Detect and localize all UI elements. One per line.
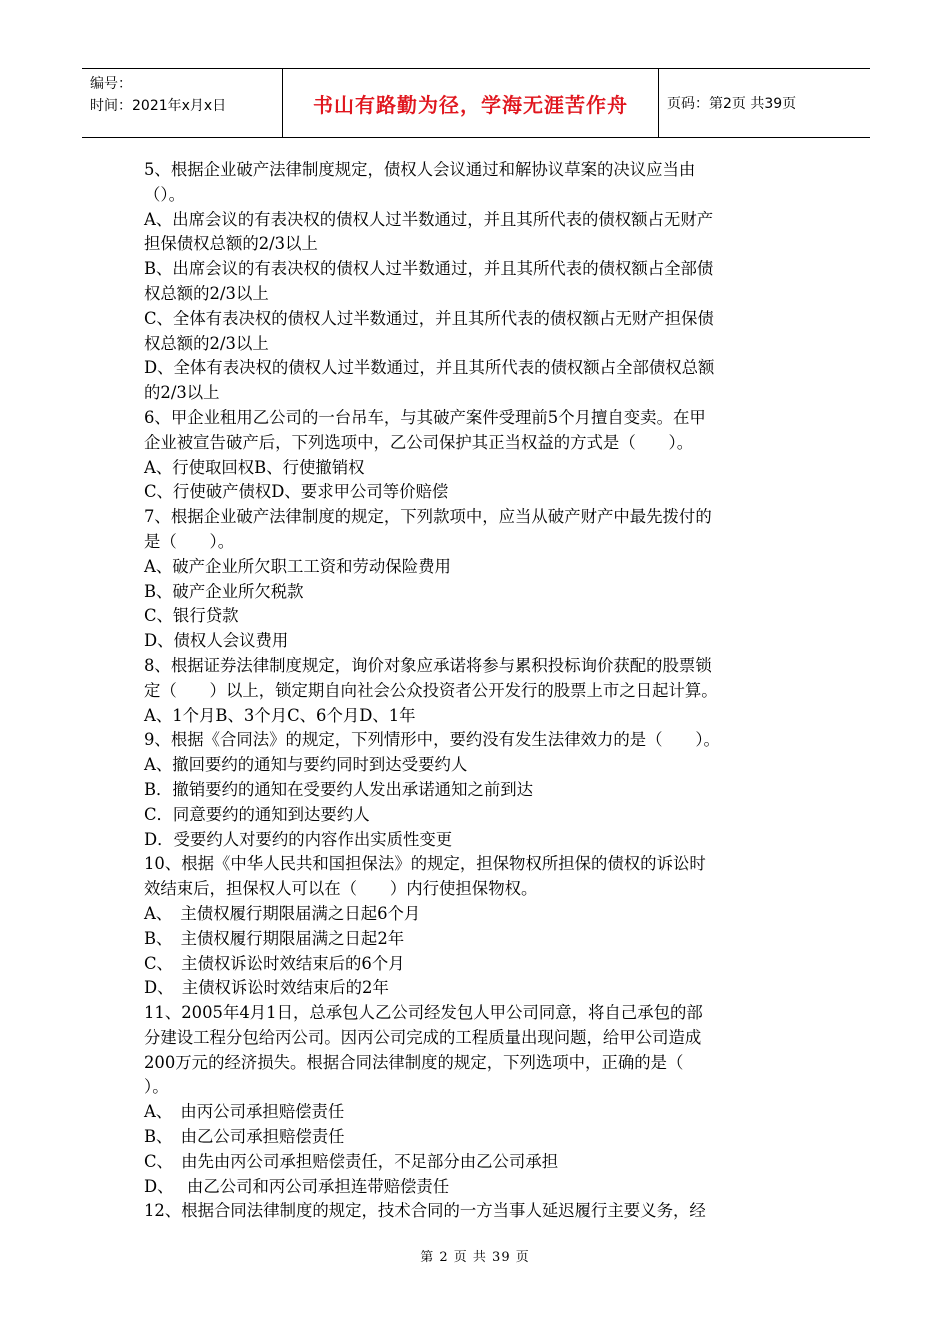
- page-footer: 第 2 页 共 39 页: [420, 1250, 530, 1265]
- text-line: D、 主债权诉讼时效结束后的2年: [144, 978, 389, 998]
- text-line: B、 主债权履行期限届满之日起2年: [144, 928, 405, 948]
- text-line: （）。: [144, 184, 185, 204]
- text-line: D．受要约人对要约的内容作出实质性变更: [144, 829, 453, 849]
- text-line: 是（ ）。: [144, 531, 235, 551]
- text-line: 分建设工程分包给丙公司。因丙公司完成的工程质量出现问题，给甲公司造成: [144, 1027, 702, 1047]
- text-line: D、 由乙公司和丙公司承担连带赔偿责任: [144, 1176, 450, 1196]
- text-line: 7、根据企业破产法律制度的规定，下列款项中，应当从破产财产中最先拨付的: [144, 507, 712, 527]
- text-line: A、1个月B、3个月C、6个月D、1年: [144, 705, 416, 725]
- text-line: 的2/3以上: [144, 383, 220, 403]
- text-line: D、全体有表决权的债权人过半数通过，并且其所代表的债权额占全部债权总额: [144, 358, 715, 378]
- text-line: A、 主债权履行期限届满之日起6个月: [144, 903, 421, 923]
- text-line: C、银行贷款: [144, 606, 239, 626]
- text-line: A、撤回要约的通知与要约同时到达受要约人: [144, 755, 468, 775]
- text-line: B、破产企业所欠税款: [144, 581, 304, 601]
- text-line: ）。: [144, 1077, 169, 1097]
- text-line: B．撤销要约的通知在受要约人发出承诺通知之前到达: [144, 779, 534, 799]
- text-line: A、出席会议的有表决权的债权人过半数通过，并且其所代表的债权额占无财产: [144, 209, 714, 229]
- text-line: C、行使破产债权D、要求甲公司等价赔偿: [144, 482, 449, 502]
- header-page-label: 页码：第2页 共39页: [667, 96, 797, 112]
- text-line: 担保债权总额的2/3以上: [144, 234, 318, 254]
- text-line: A、破产企业所欠职工工资和劳动保险费用: [144, 556, 451, 576]
- text-line: C、全体有表决权的债权人过半数通过，并且其所代表的债权额占无财产担保债: [144, 308, 714, 328]
- text-line: 企业被宣告破产后，下列选项中，乙公司保护其正当权益的方式是（ ）。: [144, 432, 694, 452]
- text-line: A、行使取回权B、行使撤销权: [144, 457, 365, 477]
- text-line: 权总额的2/3以上: [144, 283, 269, 303]
- text-line: C、 主债权诉讼时效结束后的6个月: [144, 953, 405, 973]
- header-meta: [82, 69, 282, 137]
- text-line: B、出席会议的有表决权的债权人过半数通过，并且其所代表的债权额占全部债: [144, 259, 714, 279]
- text-line: C、 由先由丙公司承担赔偿责任，不足部分由乙公司承担: [144, 1151, 559, 1171]
- text-line: B、 由乙公司承担赔偿责任: [144, 1127, 345, 1147]
- text-line: 6、甲企业租用乙公司的一台吊车，与其破产案件受理前5个月擅自变卖。在甲: [144, 407, 706, 427]
- text-line: 11、2005年4月1日，总承包人乙公司经发包人甲公司同意，将自己承包的部: [144, 1003, 703, 1023]
- document-body: [144, 158, 814, 1224]
- text-line: 定（ ）以上，锁定期自向社会公众投资者公开发行的股票上市之日起计算。: [144, 680, 718, 700]
- text-line: D、债权人会议费用: [144, 631, 289, 651]
- text-line: 12、根据合同法律制度的规定，技术合同的一方当事人延迟履行主要义务，经: [144, 1201, 706, 1221]
- date-label: 时间：2021年x月x日: [90, 98, 227, 114]
- text-line: 效结束后，担保权人可以在（ ）内行使担保物权。: [144, 879, 538, 899]
- text-line: A、 由丙公司承担赔偿责任: [144, 1102, 345, 1122]
- text-line: 10、根据《中华人民共和国担保法》的规定，担保物权所担保的债权的诉讼时: [144, 854, 706, 874]
- text-line: 权总额的2/3以上: [144, 333, 269, 353]
- text-line: C．同意要约的通知到达要约人: [144, 804, 370, 824]
- page-header: [82, 68, 870, 138]
- number-label: 编号：: [90, 76, 132, 92]
- text-line: 8、根据证券法律制度规定，询价对象应承诺将参与累积投标询价获配的股票锁: [144, 655, 712, 675]
- header-motto: 书山有路勤为径，学海无涯苦作舟: [282, 69, 659, 137]
- text-line: 5、根据企业破产法律制度规定，债权人会议通过和解协议草案的决议应当由: [144, 160, 696, 179]
- text-line: 9、根据《合同法》的规定，下列情形中，要约没有发生法律效力的是（ ）。: [144, 730, 720, 750]
- text-line: 200万元的经济损失。根据合同法律制度的规定，下列选项中，正确的是（: [144, 1052, 684, 1072]
